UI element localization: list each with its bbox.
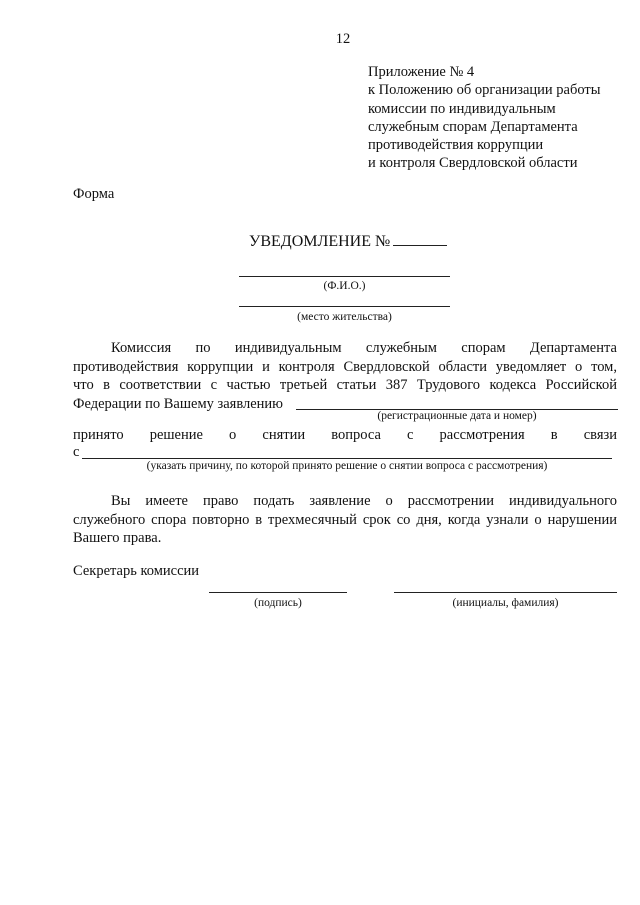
word: о — [229, 427, 237, 443]
secretary-label: Секретарь комиссии — [73, 563, 200, 579]
para1-line4: Федерации по Вашему заявлению — [73, 396, 284, 412]
para2-line1 — [111, 493, 617, 510]
word: вопроса — [331, 427, 381, 443]
word: подать — [253, 493, 295, 509]
decision-line — [73, 427, 617, 444]
word: Департамента — [529, 340, 617, 356]
notice-number-blank — [393, 231, 447, 246]
para1-line3: что в соответствии с частью третьей статьи 387 Трудового кодекса Российской — [73, 377, 617, 393]
appendix-line: и контроля Свердловской области — [368, 155, 578, 172]
word: принято — [73, 427, 124, 443]
page-number: 12 — [335, 31, 351, 47]
word: в — [550, 427, 558, 443]
para1-line2: противодействия коррупции и контроля Свердловской области уведомляет о том, — [73, 359, 617, 375]
appendix-line: противодействия коррупции — [368, 137, 544, 154]
form-label: Форма — [73, 186, 115, 202]
word: рассмотрения — [439, 427, 525, 443]
residence-caption: (место жительства) — [297, 311, 392, 323]
word: имеете — [145, 493, 188, 509]
word: связи — [583, 427, 617, 443]
word: о — [385, 493, 393, 509]
appendix-line: Приложение № 4 — [368, 64, 475, 80]
fio-caption: (Ф.И.О.) — [323, 280, 366, 292]
word: снятии — [262, 427, 306, 443]
word: индивидуального — [509, 493, 617, 509]
word: решение — [149, 427, 203, 443]
appendix-line: к Положению об организации работы — [368, 82, 601, 99]
residence-line — [239, 306, 450, 307]
word: служебным — [365, 340, 437, 356]
reason-line — [82, 458, 612, 459]
reason-prefix: с — [73, 444, 80, 460]
word: Вы — [111, 493, 131, 509]
word: Комиссия — [111, 340, 172, 356]
fio-line — [239, 276, 450, 277]
appendix-line: комиссии по индивидуальным — [368, 100, 556, 117]
title-text: УВЕДОМЛЕНИЕ № — [249, 233, 391, 250]
signature-caption: (подпись) — [254, 597, 302, 609]
para2-line3: Вашего права. — [73, 530, 162, 546]
document-title — [249, 231, 447, 251]
initials-line — [394, 592, 617, 593]
word: рассмотрении — [407, 493, 495, 509]
para2-line2: служебного спора повторно в трехмесячный срок со дня, когда узнали о нарушении — [73, 512, 617, 528]
appendix-block — [368, 63, 601, 173]
word: спорам — [461, 340, 506, 356]
registration-caption: (регистрационные дата и номер) — [377, 410, 537, 422]
appendix-line: служебным спорам Департамента — [368, 118, 578, 135]
word: с — [406, 427, 414, 443]
word: право — [202, 493, 239, 509]
word: по — [195, 340, 211, 356]
reason-caption: (указать причину, по которой принято решение о снятии вопроса с рассмотрения) — [146, 460, 548, 472]
initials-caption: (инициалы, фамилия) — [452, 597, 559, 609]
word: индивидуальным — [234, 340, 342, 356]
word: заявление — [309, 493, 371, 509]
para1-line1 — [111, 340, 617, 357]
signature-line — [209, 592, 347, 593]
